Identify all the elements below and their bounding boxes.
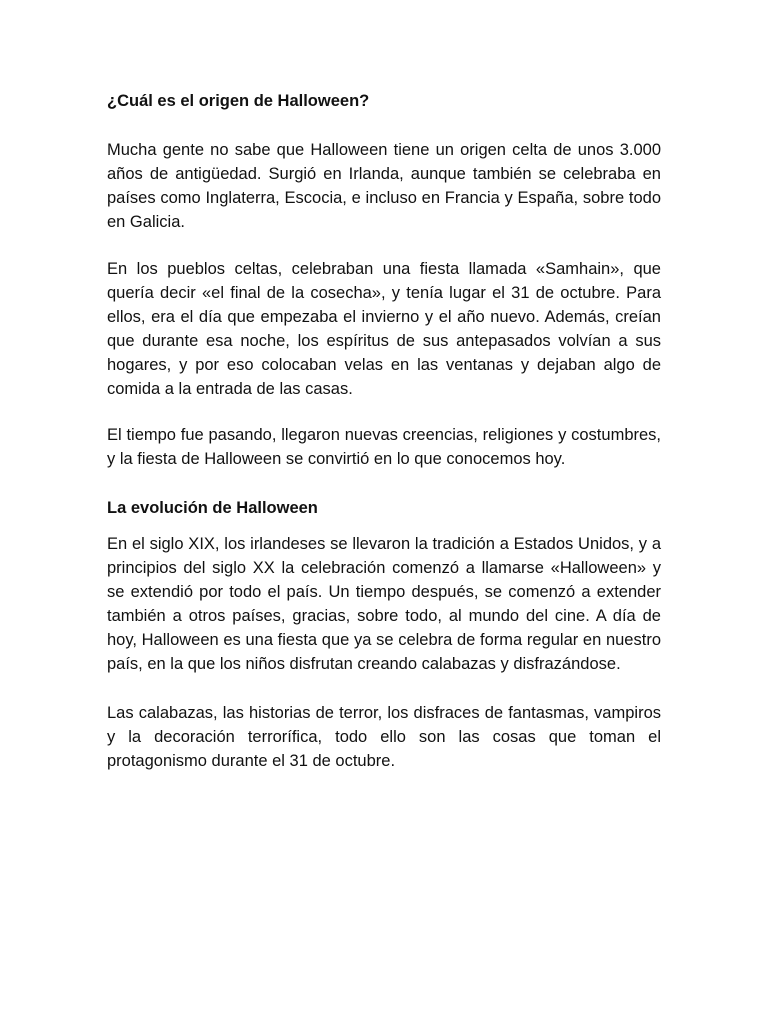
paragraph-evolution: En el siglo XIX, los irlandeses se llevaron la tradición a Estados Unidos, y a principios del siglo XX la celebración comenzó a llamarse «Halloween» y se extendió por todo el país. Un tiempo después, se comenzó a extender también a otros países, gracias, sobre todo, al mundo del cine. A día de hoy, Halloween es una fiesta que ya se celebra de forma regular en nuestro país, en la que los niños disfrutan creando calabazas y disfrazándose.: [107, 535, 661, 673]
paragraph-time-passing: El tiempo fue pasando, llegaron nuevas creencias, religiones y costumbres, y la fiesta de Halloween se convirtió en lo que conocemos hoy.: [107, 426, 661, 468]
document-page: [107, 89, 661, 773]
paragraph-pumpkins: Las calabazas, las historias de terror, los disfraces de fantasmas, vampiros y la decoración terrorífica, todo ello son las cosas que toman el protagonismo durante el 31 de octubre.: [107, 704, 661, 770]
heading-evolution: La evolución de Halloween: [107, 499, 318, 517]
paragraph-samhain: En los pueblos celtas, celebraban una fiesta llamada «Samhain», que quería decir «el final de la cosecha», y tenía lugar el 31 de octubre. Para ellos, era el día que empezaba el invierno y el año nuevo. Además, creían que durante esa noche, los espíritus de sus antepasados volvían a sus hogares, y por eso colocaban velas en las ventanas y dejaban algo de comida a la entrada de las casas.: [107, 260, 661, 398]
paragraph-origin-intro: Mucha gente no sabe que Halloween tiene un origen celta de unos 3.000 años de antigüedad. Surgió en Irlanda, aunque también se celebraba en países como Inglaterra, Escocia, e incluso en Francia y España, sobre todo en Galicia.: [107, 141, 661, 231]
heading-origin: ¿Cuál es el origen de Halloween?: [107, 92, 370, 110]
